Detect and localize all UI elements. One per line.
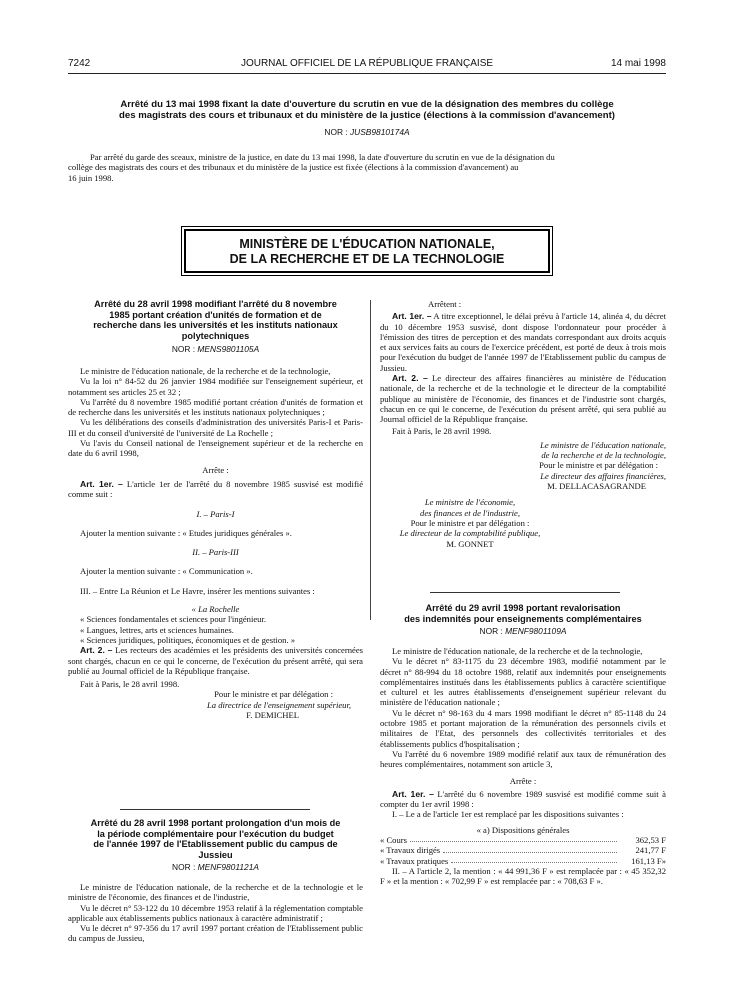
- decree-a-nor: NOR : MENS9801105A: [171, 344, 260, 354]
- top-decree-title: Arrêté du 13 mai 1998 fixant la date d'ouverture du scrutin en vue de la désignation des membres du collège des magistrats des cours et tribunaux et du ministère de la justice (élections à la commission d'avancement): [119, 99, 615, 121]
- issue-date: 14 mai 1998: [610, 58, 666, 69]
- decree-c: Arrêté du 29 avril 1998 portant revalorisation des indemnités pour enseignements complémentaires NOR : MENF9801109A Le ministre de l'éducation nationale, de la recherche et de la technologie, Vu le décret n° 83-1175 du 23 décembre 1983, modifié notamment par le décret n° 88-994 du 18 octobre 1988, relatif aux indemnités pour enseignements complémentaires institués dans les établissements publics à caractère scientifique et culturel et les autres établissements d'enseignement supérieur relevant du ministère de l'éducation nationale ; Vu le décret n° 98-163 du 4 mars 1998 modifiant le décret n° 85-1148 du 24 octobre 1985 et portant majoration de la rémunération des personnels civils et militaires de l'Etat, des personnels des collectivités territoriales et des établissements publics d'hospitalisation ; Vu l'arrêté du 6 novembre 1989 modifié relatif aux taux de rémunération des heures complémentaires, notamment son article 3, Arrête : Art. 1er. – L'arrêté du 6 novembre 1989 susvisé est modifié comme suit à compter du 1er avril 1998 : I. – Le a de l'article 1er est remplacé par les dispositions suivantes : « a) Dispositions générales « Cours 362,53 F « Travaux dirigés 241,77 F « Travaux pratiques 161,13 F» II. – A l'article 2, la mention : « 44 991,36 F » est remplacée par : « 45 352,32 F » et la mention : « 702,99 F » est remplacée par : « 708,63 F ».: [380, 603, 666, 887]
- decree-b: [68, 818, 363, 944]
- decree-a: [68, 299, 363, 720]
- table-row: « Cours 362,53 F: [380, 835, 666, 846]
- ministry-heading: MINISTÈRE DE L'ÉDUCATION NATIONALE, DE LA RECHERCHE ET DE LA TECHNOLOGIE: [184, 229, 550, 273]
- separator: [430, 592, 620, 593]
- top-decree: [68, 99, 666, 183]
- table-row: « Travaux dirigés 241,77 F: [380, 845, 666, 856]
- decree-b-body: Le ministre de l'éducation nationale, de la recherche et de la technologie et le ministre de l'économie, des finances et de l'industrie, Vu le décret n° 53-122 du 10 décembre 1953 relatif à la réglementation comptable applicable aux établissements publics nationaux à caractère administratif ; Vu le décret n° 97-356 du 17 avril 1997 portant création de l'Etablissement public du campus de Jussieu,: [68, 882, 363, 944]
- running-header: [68, 58, 666, 72]
- decree-b-continued: Arrêtent : Art. 1er. – A titre exceptionnel, le délai prévu à l'article 14, alinéa 4, du décret du 10 décembre 1953 susvisé, dont dispose l'ordonnateur pour procéder à l'émission des titres de perception et des mandats correspondant aux droits acquis et aux services faits au cours de l'exercice précédent, est porté de deux à trois mois pour l'exécution du budget de l'année 1997 de l'Etablissement public du campus de Jussieu. Art. 2. – Le directeur des affaires financières au ministère de l'éducation nationale, de la recherche et de la technologie et le directeur de la comptabilité publique au ministère de l'économie, des finances et de l'industrie sont chargés, chacun en ce qui le concerne, de l'exécution du présent arrêté, qui sera publié au Journal officiel de la République française. Fait à Paris, le 28 avril 1998. Le ministre de l'éducation nationale, de la recherche et de la technologie, Pour le ministre et par délégation : Le directeur des affaires financières, M. DELLACASAGRANDE Le ministre de l'économie, des finances et de l'industrie, Pour le ministre et par délégation : Le directeur de la comptabilité publique, M. GONNET: [380, 299, 666, 549]
- decree-b-nor: NOR : MENF9801121A: [172, 862, 259, 872]
- top-decree-nor: NOR : JUSB9810174A: [324, 127, 410, 137]
- signature-block-1: Le ministre de l'éducation nationale, de la recherche et de la technologie, Pour le ministre et par délégation : Le directeur des affaires financières, M. DELLACASAGRANDE: [539, 439, 666, 492]
- decree-a-title: Arrêté du 28 avril 1998 modifiant l'arrêté du 8 novembre 1985 portant création d'unités de formation et de recherche dans les universités et les instituts nationaux polytechniques: [93, 299, 338, 341]
- decree-b-title: Arrêté du 28 avril 1998 portant prolongation d'un mois de la période complémentaire pour l'exécution du budget de l'année 1997 de l'Etablissement public du campus de Jussieu: [90, 818, 341, 860]
- header-rule: [68, 73, 666, 74]
- column-divider: [370, 300, 371, 620]
- page-number: 7242: [68, 58, 91, 69]
- decree-c-title: Arrêté du 29 avril 1998 portant revalorisation des indemnités pour enseignements complémentaires: [404, 603, 642, 624]
- decree-c-nor: NOR : MENF9801109A: [479, 626, 567, 636]
- rates-table: [380, 835, 666, 866]
- journal-title: JOURNAL OFFICIEL DE LA RÉPUBLIQUE FRANÇAISE: [240, 58, 494, 69]
- decree-c-body: Le ministre de l'éducation nationale, de la recherche et de la technologie, Vu le décret n° 83-1175 du 23 décembre 1983, modifié notamment par le décret n° 88-994 du 18 octobre 1988, relatif aux indemnités pour enseignements complémentaires institués dans les établissements publics à caractère scientifique et culturel et les autres établissements d'enseignement supérieur relevant du ministère de l'éducation nationale ; Vu le décret n° 98-163 du 4 mars 1998 modifiant le décret n° 85-1148 du 24 octobre 1985 et portant majoration de la rémunération des personnels civils et militaires de l'Etat, des personnels des collectivités territoriales et des établissements publics d'hospitalisation ; Vu l'arrêté du 6 novembre 1989 modifié relatif aux taux de rémunération des heures complémentaires, notamment son article 3, Arrête : Art. 1er. – L'arrêté du 6 novembre 1989 susvisé est modifié comme suit à compter du 1er avril 1998 : I. – Le a de l'article 1er est remplacé par les dispositions suivantes : « a) Dispositions générales: [380, 646, 666, 835]
- separator: [120, 809, 310, 810]
- table-row: « Travaux pratiques 161,13 F»: [380, 855, 666, 866]
- decree-a-body: Le ministre de l'éducation nationale, de la recherche et de la technologie, Vu la loi n° 84-52 du 26 janvier 1984 modifiée sur l'enseignement supérieur, et notamment ses articles 25 et 32 ; Vu l'arrêté du 8 novembre 1985 modifié portant création d'unités de formation et de recherche dans les universités et les instituts nationaux polytechniques ; Vu les délibérations des conseils d'administration des universités Paris-I et Paris-III et du conseil d'université de l'université de La Rochelle ; Vu l'avis du Conseil national de l'enseignement supérieur et de la recherche en date du 6 avril 1998, Arrête : Art. 1er. – L'article 1er de l'arrêté du 8 novembre 1985 susvisé est modifié comme suit : I. – Paris-I Ajouter la mention suivante : « Etudes juridiques générales ». II. – Paris-III Ajouter la mention suivante : « Communication ». III. – Entre La Réunion et Le Havre, insérer les mentions suivantes : « La Rochelle « Sciences fondamentales et sciences pour l'ingénieur. « Langues, lettres, arts et sciences humaines. « Sciences juridiques, politiques, économiques et de gestion. » Art. 2. – Les recteurs des académies et les présidents des universités concernées sont chargés, chacun en ce qui le concerne, de l'exécution du présent arrêté, qui sera publié au Journal officiel de la République française. Fait à Paris, le 28 avril 1998. Pour le ministre et par délégation : La directrice de l'enseignement supérieur, F. DEMICHEL: [68, 366, 364, 721]
- top-decree-body: Par arrêté du garde des sceaux, ministre de la justice, en date du 13 mai 1998, la date d'ouverture du scrutin en vue de la désignation du collège des magistrats des cours et des tribunaux et du ministère de la justice est fixée (élections à la commission d'avancement) au 16 juin 1998.: [68, 152, 555, 183]
- signature-block-2: Le ministre de l'économie, des finances et de l'industrie, Pour le ministre et par délégation : Le directeur de la comptabilité publique, M. GONNET: [399, 497, 541, 549]
